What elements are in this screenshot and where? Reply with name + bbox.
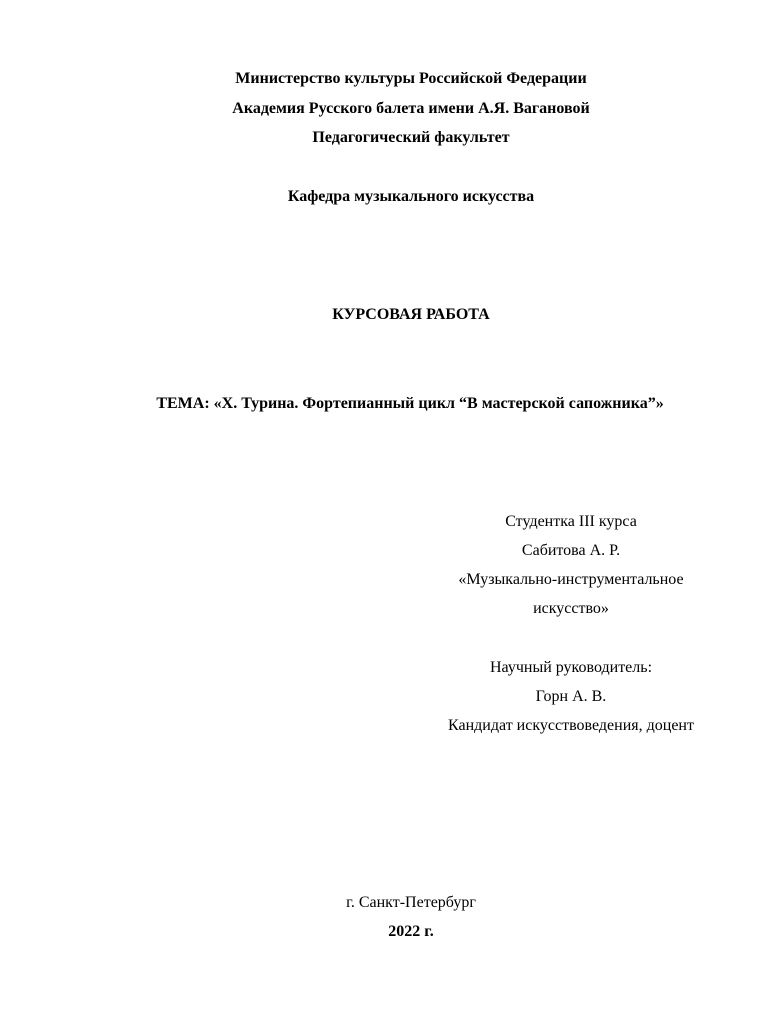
faculty-heading: Педагогический факультет bbox=[312, 129, 510, 146]
department-heading: Кафедра музыкального искусства bbox=[287, 188, 535, 205]
document-type-title: КУРСОВАЯ РАБОТА bbox=[332, 306, 490, 323]
academy-heading: Академия Русского балета имени А.Я. Вагановой bbox=[232, 100, 590, 117]
student-name: Сабитова А. Р. bbox=[521, 542, 621, 559]
student-program-line2: искусство» bbox=[533, 600, 609, 617]
ministry-heading: Министерство культуры Российской Федерации bbox=[235, 70, 587, 87]
year-line: 2022 г. bbox=[388, 923, 434, 940]
supervisor-label: Научный руководитель: bbox=[489, 659, 653, 676]
supervisor-name: Горн А. В. bbox=[535, 688, 607, 705]
supervisor-title: Кандидат искусствоведения, доцент bbox=[448, 717, 694, 734]
student-program-line1: «Музыкально-инструментальное bbox=[458, 571, 684, 588]
student-course: Студентка III курса bbox=[505, 513, 637, 530]
city-line: г. Санкт-Петербург bbox=[346, 894, 476, 911]
topic-line: ТЕМА: «Х. Турина. Фортепианный цикл “В мастерской сапожника”» bbox=[156, 395, 664, 412]
